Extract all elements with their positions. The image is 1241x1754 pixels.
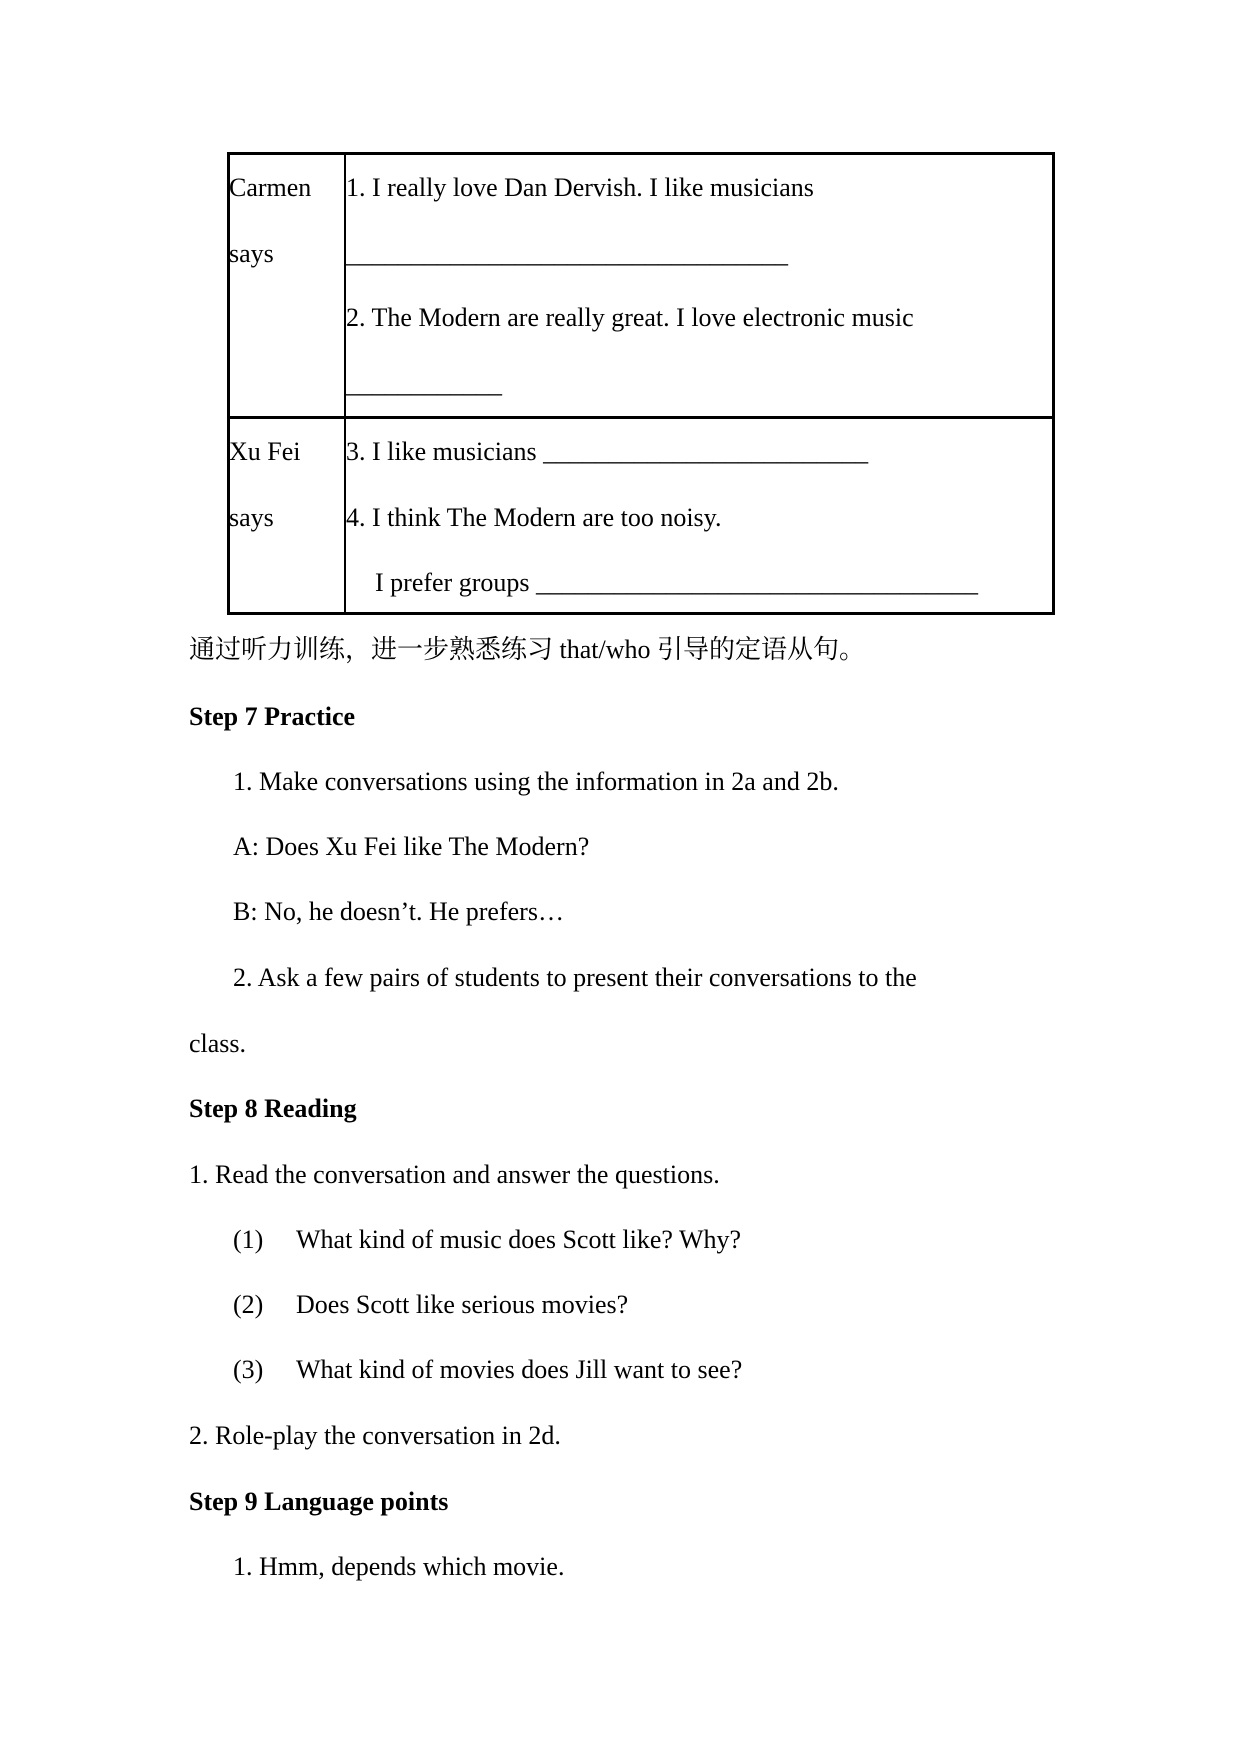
table-sentence-4-continued: I prefer groups __________________________________ <box>375 568 978 597</box>
step7-dialogue-a: A: Does Xu Fei like The Modern? <box>233 832 590 861</box>
question-text: What kind of movies does Jill want to see? <box>296 1355 743 1384</box>
table-speaker-says: says <box>229 239 274 268</box>
table-sentence-2: 2. The Modern are really great. I love electronic music <box>346 303 914 332</box>
step9-heading: Step 9 Language points <box>189 1487 449 1516</box>
step7-dialogue-b: B: No, he doesn’t. He prefers… <box>233 897 564 926</box>
question-text: What kind of music does Scott like? Why? <box>296 1225 742 1254</box>
step7-item-2-continued: class. <box>189 1029 247 1058</box>
question-label: (2) <box>233 1290 264 1319</box>
table-sentence-3: 3. I like musicians _________________________ <box>346 437 869 466</box>
step7-heading: Step 7 Practice <box>189 702 356 731</box>
table-blank-1: __________________________________ <box>346 239 788 268</box>
step8-item-2: 2. Role-play the conversation in 2d. <box>189 1421 561 1450</box>
table-speaker-carmen: Carmen <box>229 173 312 202</box>
question-label: (1) <box>233 1225 264 1254</box>
step8-heading: Step 8 Reading <box>189 1094 357 1123</box>
step9-item-1: 1. Hmm, depends which movie. <box>233 1552 565 1581</box>
step7-item-2: 2. Ask a few pairs of students to present their conversations to the <box>233 963 917 992</box>
listening-note: 通过听力训练，进一步熟悉练习 that/who 引导的定语从句。 <box>189 635 865 664</box>
step7-item-1: 1. Make conversations using the information in 2a and 2b. <box>233 767 839 796</box>
table-speaker-says: says <box>229 503 274 532</box>
table-row-divider <box>230 416 1052 419</box>
table-sentence-4: 4. I think The Modern are too noisy. <box>346 503 722 532</box>
step8-item-1: 1. Read the conversation and answer the questions. <box>189 1160 720 1189</box>
question-text: Does Scott like serious movies? <box>296 1290 629 1319</box>
question-label: (3) <box>233 1355 264 1384</box>
table-sentence-1: 1. I really love Dan Dervish. I like musicians <box>346 173 814 202</box>
table-blank-2: ____________ <box>346 369 502 398</box>
table-speaker-xu-fei: Xu Fei <box>229 437 301 466</box>
